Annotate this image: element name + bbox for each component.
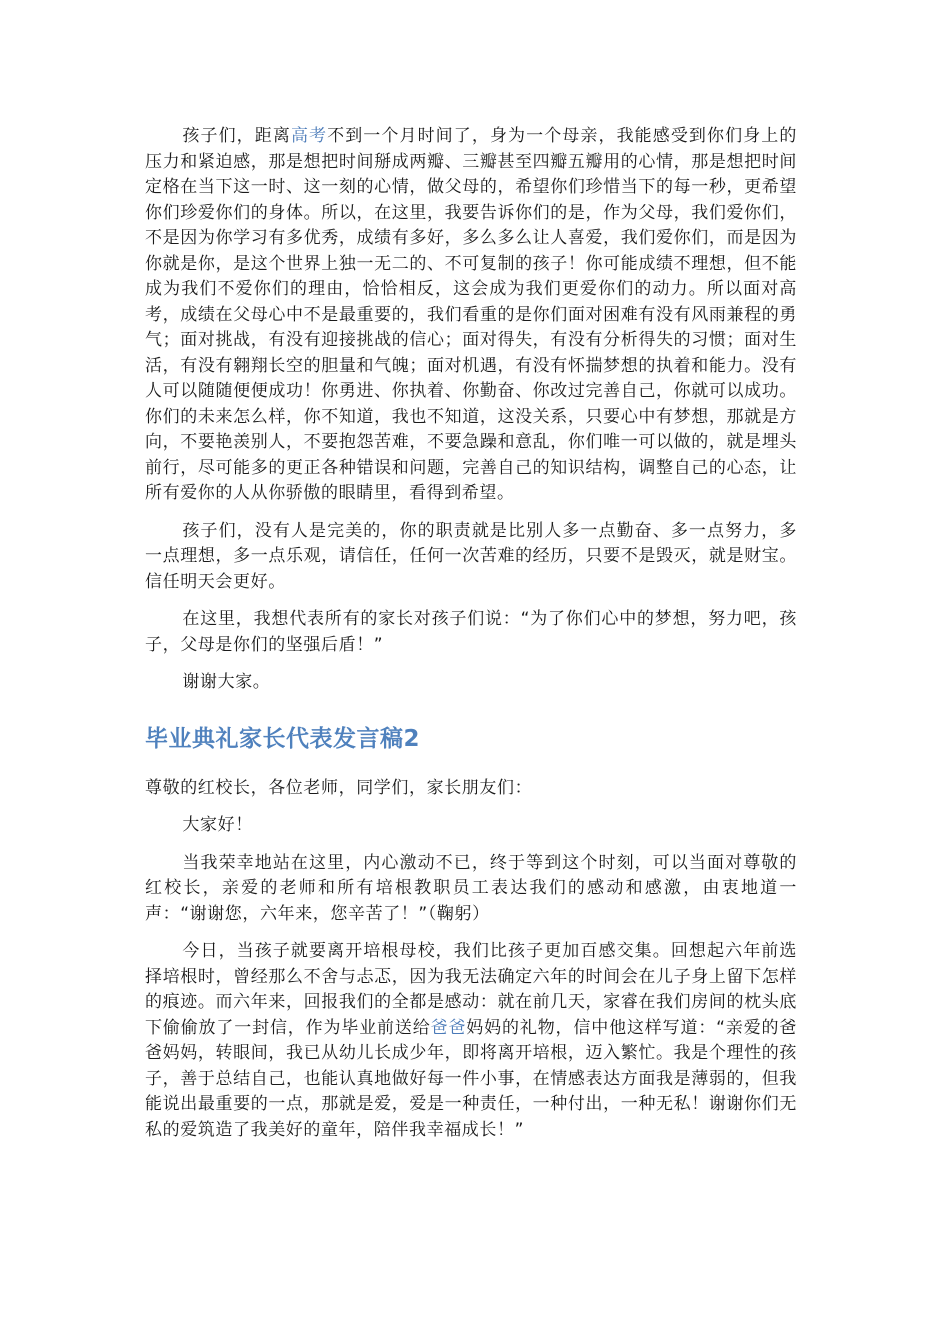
salutation: 尊敬的红校长，各位老师，同学们，家长朋友们： xyxy=(145,777,533,798)
paragraph-2: 孩子们，没有人是完美的，你的职责就是比别人多一点勤奋、多一点努力，多一点理想，多一点乐观，请信任，任何一次苦难的经历，只要不是毁灭，就是财宝。信任明天会更好。 xyxy=(145,520,797,592)
greeting: 大家好！ xyxy=(182,815,253,835)
paragraph-3: 在这里，我想代表所有的家长对孩子们说：“为了你们心中的梦想，努力吧，孩子，父母是你们的坚强后盾！” xyxy=(145,609,797,655)
paragraph-6 xyxy=(145,939,797,1143)
link-gaokao[interactable]: 高考 xyxy=(290,126,328,146)
paragraph-6-text-b: 妈妈的礼物，信中他这样写道：“亲爱的爸爸妈妈，转眼间，我已从幼儿长成少年，即将离开培根，迈入繁忙。我是个理性的孩子，善于总结自己，也能认真地做好每一件小事，在情感表达方面我是薄弱的，但我能说出最重要的一点，那就是爱，爱是一种责任，一种付出，一种无私！谢谢你们无私的爱筑造了我美好的童年，陪伴我幸福成长！” xyxy=(145,1017,797,1140)
paragraph-1-text-b: 不到一个月时间了，身为一个母亲，我能感受到你们身上的压力和紧迫感，那是想把时间掰成两瓣、三瓣甚至四瓣五瓣用的心情，那是想把时间定格在当下这一时、这一刻的心情，做父母的，希望你们珍惜当下的每一秒，更希望你们珍爱你们的身体。所以，在这里，我要告诉你们的是，作为父母，我们爱你们，不是因为你学习有多优秀，成绩有多好，多么多么让人喜爱，我们爱你们，而是因为你就是你，是这个世界上独一无二的、不可复制的孩子！你可能成绩不理想，但不能成为我们不爱你们的理由，恰恰相反，这会成为我们更爱你们的动力。所以面对高考，成绩在父母心中不是最重要的，我们看重的是你们面对困难有没有风雨兼程的勇气；面对挑战，有没有迎接挑战的信心；面对得失，有没有分析得失的习惯；面对生活，有没有翱翔长空的胆量和气魄；面对机遇，有没有怀揣梦想的执着和能力。没有人可以随随便便成功！你勇进、你执着、你勤奋、你改过完善自己，你就可以成功。你们的未来怎么样，你不知道，我也不知道，这没关系，只要心中有梦想，那就是方向，不要艳羡别人，不要抱怨苦难，不要急躁和意乱，你们唯一可以做的，就是埋头前行，尽可能多的更正各种错误和问题，完善自己的知识结构，调整自己的心态，让所有爱你的人从你骄傲的眼睛里，看得到希望。 xyxy=(145,126,797,503)
paragraph-1 xyxy=(145,124,797,507)
paragraph-5: 当我荣幸地站在这里，内心激动不已，终于等到这个时刻，可以当面对尊敬的红校长，亲爱的老师和所有培根教职员工表达我们的感动和感激，由衷地道一声：“谢谢您，六年来，您辛苦了！”（鞠躬） xyxy=(145,852,797,924)
document-page xyxy=(145,124,797,1155)
section-heading: 毕业典礼家长代表发言稿2 xyxy=(145,725,421,752)
paragraph-1-text-a: 孩子们，距离 xyxy=(182,126,291,146)
paragraph-6-text-a: 今日，当孩子就要离开培根母校，我们比孩子更加百感交集。回想起六年前选择培根时，曾经那么不舍与忐忑，因为我无法确定六年的时间会在儿子身上留下怎样的痕迹。而六年来，回报我们的全都是感动：就在前几天，家睿在我们房间的枕头底下偷偷放了一封信，作为毕业前送给 xyxy=(145,941,797,1038)
paragraph-4: 谢谢大家。 xyxy=(182,672,271,692)
link-baba[interactable]: 爸爸 xyxy=(430,1017,467,1038)
